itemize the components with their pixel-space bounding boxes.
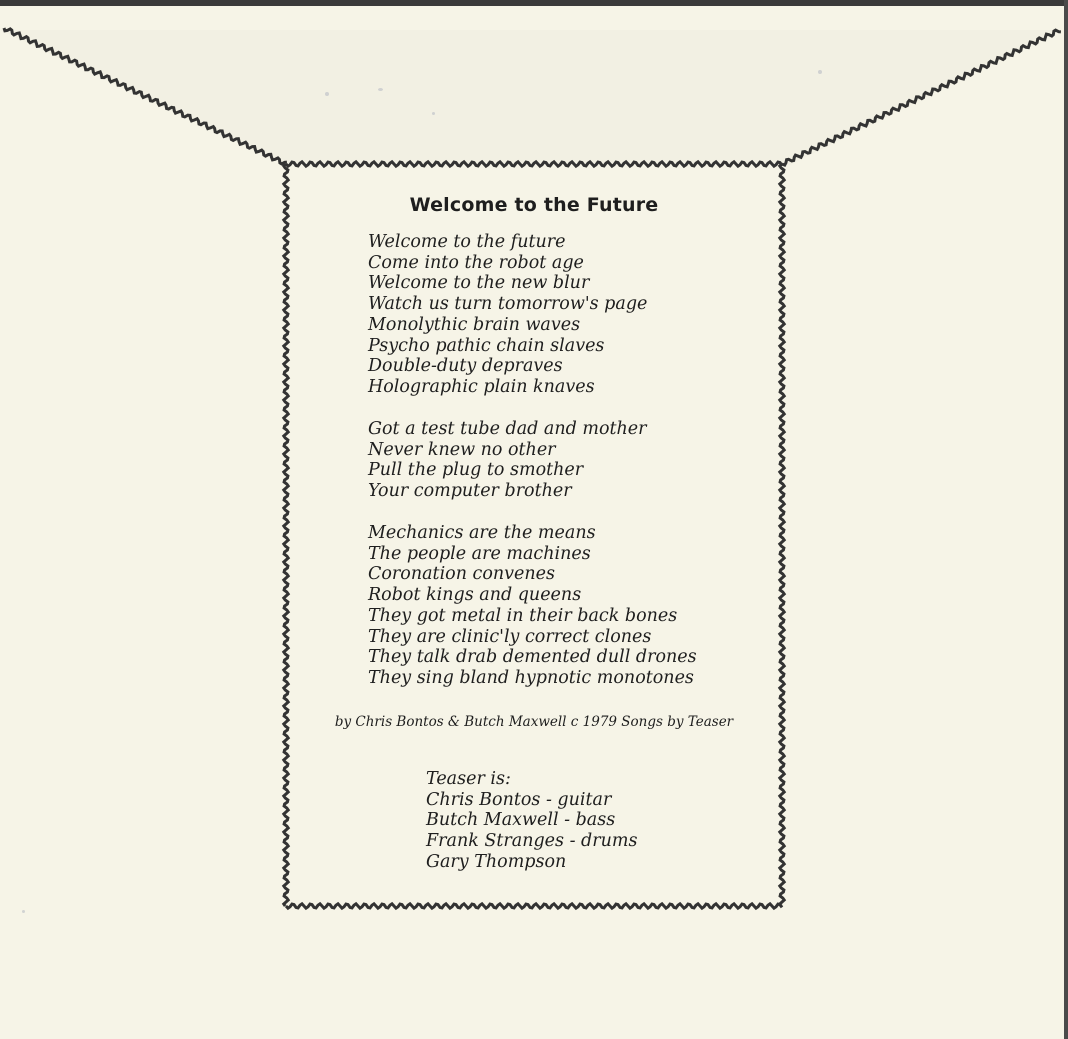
band-member: Frank Stranges - drums: [426, 831, 638, 852]
song-title: Welcome to the Future: [409, 194, 659, 216]
band-member: Butch Maxwell - bass: [426, 810, 616, 831]
songwriter-credit: by Chris Bontos & Butch Maxwell c 1979 Songs by Teaser: [334, 714, 734, 730]
band-member: Gary Thompson: [426, 851, 567, 872]
lyric-line: Double-duty depraves: [368, 356, 563, 377]
flap-edge-right: [782, 30, 1061, 165]
paper-speck: [22, 910, 25, 913]
band-heading: Teaser is:: [426, 769, 511, 789]
lyric-line: Coronation convenes: [368, 564, 555, 585]
lyric-line: Psycho pathic chain slaves: [368, 335, 605, 356]
lyric-line: They are clinic'ly correct clones: [368, 626, 652, 647]
lyric-line: The people are machines: [368, 543, 591, 564]
lyric-line: They talk drab demented dull drones: [368, 647, 697, 668]
lyric-line: Monolythic brain waves: [368, 314, 581, 335]
lyric-line: They got metal in their back bones: [368, 605, 678, 626]
lyric-line: Got a test tube dad and mother: [368, 419, 647, 439]
paper-speck: [325, 92, 329, 96]
lyric-line: Pull the plug to smother: [368, 460, 584, 481]
lyric-line: Come into the robot age: [368, 252, 584, 273]
lyric-panel: [286, 166, 782, 906]
band-member: Chris Bontos - guitar: [426, 789, 612, 810]
lyric-line: They sing bland hypnotic monotones: [368, 667, 694, 688]
verse-3: [368, 523, 768, 689]
paper-speck: [818, 70, 822, 74]
verse-2: [368, 419, 768, 502]
paper-speck: [378, 88, 383, 91]
lyric-line: Welcome to the future: [368, 232, 566, 252]
flap-edge-left: [4, 28, 287, 164]
paper-speck: [432, 112, 435, 115]
band-lineup: [426, 769, 637, 873]
lyric-line: Watch us turn tomorrow's page: [368, 294, 648, 315]
lyric-line: Robot kings and queens: [368, 585, 582, 606]
lyric-line: Welcome to the new blur: [368, 273, 590, 294]
verse-1: [368, 232, 768, 398]
lyric-line: Holographic plain knaves: [368, 376, 595, 397]
lyric-line: Never knew no other: [368, 439, 556, 460]
lyric-line: Mechanics are the means: [368, 523, 596, 543]
lyric-line: Your computer brother: [368, 481, 572, 502]
